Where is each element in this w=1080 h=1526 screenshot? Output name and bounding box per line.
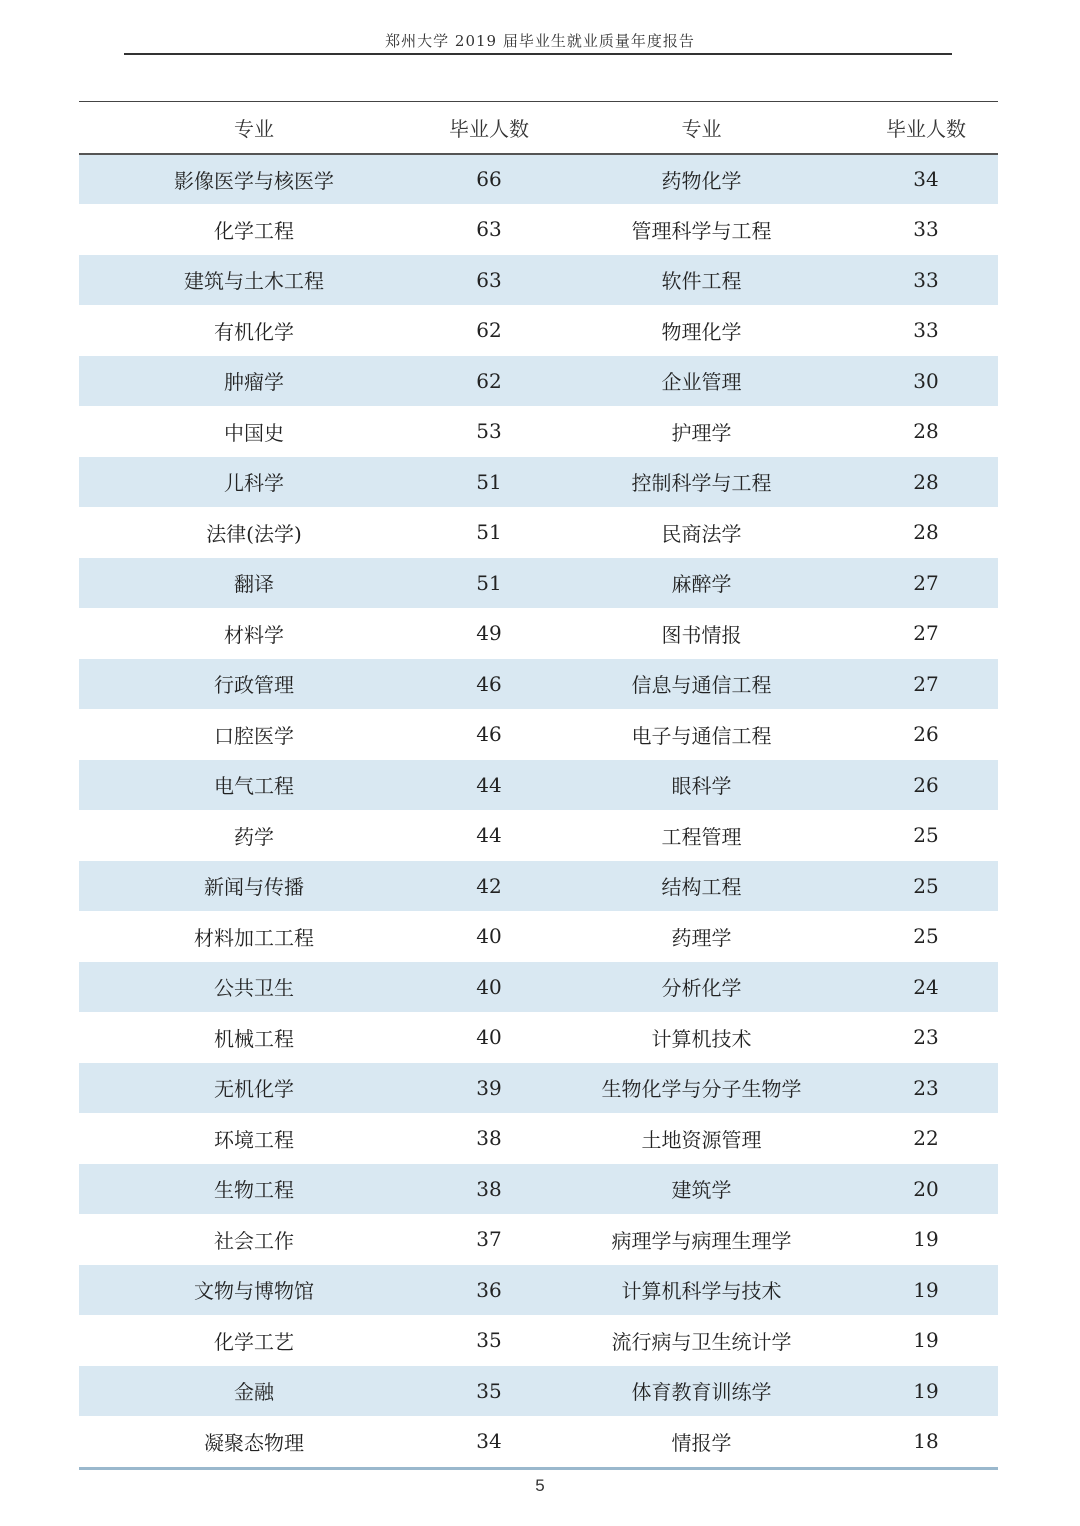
- cell-count-left: 51: [429, 558, 549, 609]
- cell-major-right: 分析化学: [549, 962, 854, 1013]
- cell-major-left: 生物工程: [79, 1164, 429, 1215]
- cell-major-right: 工程管理: [661, 824, 742, 849]
- cell-major-right: 软件工程: [549, 255, 854, 306]
- table-header-row: [79, 102, 998, 154]
- table-row: [79, 911, 998, 962]
- table-row: [79, 1113, 998, 1164]
- cell-count-right: 28: [854, 457, 998, 508]
- cell-count-right: 25: [854, 861, 998, 912]
- column-header-major-right: 专业: [549, 102, 854, 154]
- cell-count-left: 38: [429, 1164, 549, 1215]
- cell-count-right: 34: [854, 154, 998, 205]
- cell-major-left: 口腔医学: [214, 723, 294, 748]
- cell-major-right: 结构工程: [549, 861, 854, 912]
- cell-major-right: 病理学与病理生理学: [611, 1228, 792, 1253]
- table-row: [79, 810, 998, 861]
- table-row: [79, 1063, 998, 1114]
- cell-count-right: 33: [913, 217, 939, 242]
- cell-major-right: 药理学: [671, 925, 732, 950]
- cell-major-right: 计算机技术: [651, 1026, 752, 1051]
- cell-count-left: 40: [429, 962, 549, 1013]
- cell-count-right: 27: [854, 659, 998, 710]
- table-row: [79, 204, 998, 255]
- table-row: [79, 457, 998, 508]
- cell-count-left: 42: [429, 861, 549, 912]
- cell-major-right: 土地资源管理: [641, 1127, 762, 1152]
- cell-major-right: 信息与通信工程: [549, 659, 854, 710]
- cell-count-left: 49: [476, 621, 502, 646]
- cell-major-left: 社会工作: [214, 1228, 294, 1253]
- cell-count-right: 28: [913, 419, 939, 444]
- table-row: [79, 1214, 998, 1265]
- table-row: [79, 406, 998, 457]
- cell-count-left: 63: [429, 255, 549, 306]
- table-row: [79, 1366, 998, 1417]
- table-row: [79, 760, 998, 811]
- column-header-count-right: 毕业人数: [854, 102, 998, 154]
- cell-count-left: 62: [476, 318, 502, 343]
- cell-count-right: 20: [854, 1164, 998, 1215]
- cell-major-right: 建筑学: [549, 1164, 854, 1215]
- table-row: [79, 962, 998, 1013]
- table-row: [79, 507, 998, 558]
- cell-major-left: 翻译: [79, 558, 429, 609]
- cell-major-left: 环境工程: [214, 1127, 294, 1152]
- cell-count-left: 40: [476, 924, 502, 949]
- cell-count-right: 33: [854, 255, 998, 306]
- cell-count-left: 36: [429, 1265, 549, 1316]
- cell-major-right: 麻醉学: [549, 558, 854, 609]
- cell-major-right: 护理学: [671, 420, 732, 445]
- cell-major-left: 有机化学: [214, 319, 294, 344]
- table-row: [79, 861, 998, 912]
- cell-major-left: 材料学: [224, 622, 284, 647]
- cell-major-left: 化学工艺: [214, 1329, 294, 1354]
- cell-major-left: 机械工程: [214, 1026, 294, 1051]
- cell-major-right: 药物化学: [549, 154, 854, 205]
- cell-count-right: 33: [913, 318, 939, 343]
- cell-count-right: 25: [913, 924, 939, 949]
- cell-count-left: 44: [429, 760, 549, 811]
- cell-count-left: 51: [476, 520, 502, 545]
- cell-count-left: 46: [429, 659, 549, 710]
- cell-count-left: 46: [476, 722, 502, 747]
- cell-major-right: 计算机科学与技术: [549, 1265, 854, 1316]
- cell-count-right: 25: [913, 823, 939, 848]
- cell-count-left: 44: [476, 823, 502, 848]
- table-row: [79, 1416, 998, 1467]
- cell-count-left: 37: [476, 1227, 502, 1252]
- table-row: [79, 255, 998, 306]
- cell-count-left: 66: [429, 154, 549, 205]
- cell-count-right: 26: [854, 760, 998, 811]
- cell-count-right: 27: [913, 621, 939, 646]
- cell-count-left: 35: [429, 1366, 549, 1417]
- cell-major-left: 儿科学: [79, 457, 429, 508]
- column-header-count-left: 毕业人数: [429, 102, 549, 154]
- cell-count-right: 23: [854, 1063, 998, 1114]
- cell-count-right: 28: [913, 520, 939, 545]
- cell-count-right: 24: [854, 962, 998, 1013]
- column-header-major-left: 专业: [79, 102, 429, 154]
- cell-major-right: 管理科学与工程: [631, 218, 772, 243]
- table-row: [79, 1265, 998, 1316]
- cell-major-left: 中国史: [224, 420, 284, 445]
- cell-major-right: 民商法学: [661, 521, 742, 546]
- cell-major-left: 建筑与土木工程: [79, 255, 429, 306]
- cell-count-left: 62: [429, 356, 549, 407]
- cell-major-right: 生物化学与分子生物学: [549, 1063, 854, 1114]
- table-bottom-rule: [79, 1467, 998, 1470]
- table-body: [79, 154, 998, 1467]
- cell-major-right: 眼科学: [549, 760, 854, 811]
- cell-major-left: 金融: [79, 1366, 429, 1417]
- cell-count-right: 26: [913, 722, 939, 747]
- cell-count-left: 53: [476, 419, 502, 444]
- cell-count-right: 19: [854, 1265, 998, 1316]
- graduates-table-container: [79, 101, 998, 1467]
- cell-count-right: 30: [854, 356, 998, 407]
- table-header: [79, 102, 998, 154]
- cell-major-left: 影像医学与核医学: [79, 154, 429, 205]
- table-row: [79, 305, 998, 356]
- cell-count-right: 23: [913, 1025, 939, 1050]
- table-row: [79, 709, 998, 760]
- table-row: [79, 1315, 998, 1366]
- cell-major-right: 体育教育训练学: [549, 1366, 854, 1417]
- table-row: [79, 659, 998, 710]
- cell-major-left: 电气工程: [79, 760, 429, 811]
- cell-major-left: 法律(法学): [206, 521, 302, 546]
- cell-count-left: 34: [476, 1429, 502, 1454]
- table-row: [79, 558, 998, 609]
- cell-major-right: 流行病与卫生统计学: [611, 1329, 792, 1354]
- cell-major-right: 情报学: [671, 1430, 732, 1455]
- cell-count-right: 19: [854, 1366, 998, 1417]
- graduates-by-major-table: [79, 101, 998, 1467]
- cell-count-left: 38: [476, 1126, 502, 1151]
- cell-major-left: 凝聚态物理: [204, 1430, 304, 1455]
- table-row: [79, 1164, 998, 1215]
- cell-count-right: 27: [854, 558, 998, 609]
- cell-count-left: 40: [476, 1025, 502, 1050]
- cell-major-left: 无机化学: [79, 1063, 429, 1114]
- cell-major-left: 行政管理: [79, 659, 429, 710]
- cell-major-left: 材料加工工程: [194, 925, 314, 950]
- cell-major-left: 新闻与传播: [79, 861, 429, 912]
- cell-count-left: 35: [476, 1328, 502, 1353]
- cell-major-left: 肿瘤学: [79, 356, 429, 407]
- cell-major-left: 公共卫生: [79, 962, 429, 1013]
- header-divider: [124, 53, 952, 55]
- cell-count-left: 51: [429, 457, 549, 508]
- cell-major-right: 电子与通信工程: [631, 723, 772, 748]
- cell-count-right: 19: [913, 1328, 939, 1353]
- cell-count-right: 19: [913, 1227, 939, 1252]
- cell-count-left: 39: [429, 1063, 549, 1114]
- cell-major-right: 图书情报: [661, 622, 742, 647]
- table-row: [79, 154, 998, 205]
- table-row: [79, 356, 998, 407]
- page-number: 5: [535, 1476, 545, 1495]
- cell-major-left: 药学: [234, 824, 274, 849]
- table-row: [79, 608, 998, 659]
- cell-major-right: 控制科学与工程: [549, 457, 854, 508]
- table-row: [79, 1012, 998, 1063]
- cell-major-right: 企业管理: [549, 356, 854, 407]
- cell-major-left: 化学工程: [214, 218, 294, 243]
- cell-major-right: 物理化学: [661, 319, 742, 344]
- cell-count-right: 22: [913, 1126, 939, 1151]
- cell-major-left: 文物与博物馆: [79, 1265, 429, 1316]
- cell-count-right: 18: [913, 1429, 939, 1454]
- cell-count-left: 63: [476, 217, 502, 242]
- page-header-title: 郑州大学 2019 届毕业生就业质量年度报告: [385, 32, 695, 50]
